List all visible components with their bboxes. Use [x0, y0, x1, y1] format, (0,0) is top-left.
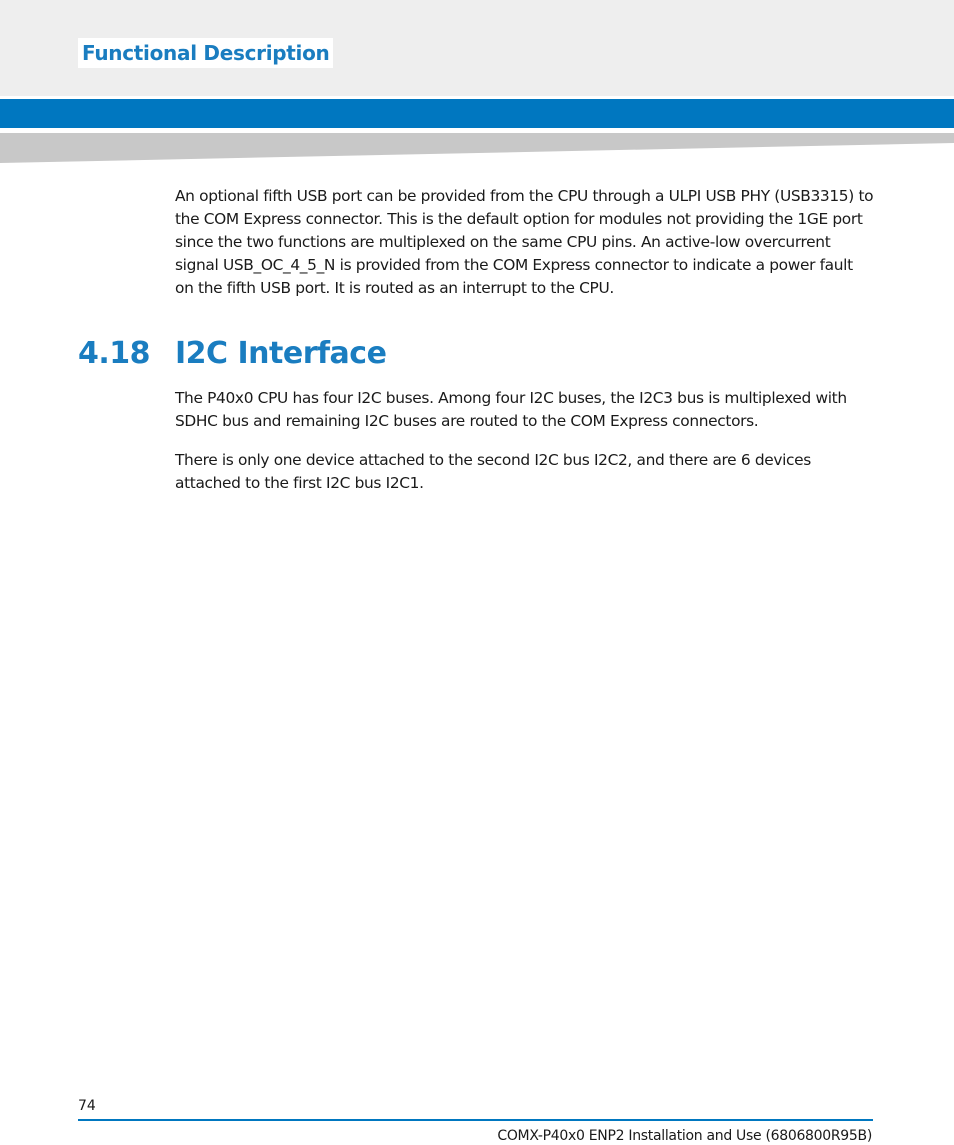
header-dot: [735, 4, 750, 19]
header-dot: [563, 4, 578, 19]
header-dot: [907, 50, 922, 65]
header-dot: [907, 4, 922, 19]
page-number: 74: [78, 1098, 96, 1114]
header-dot: [800, 27, 815, 42]
header-dot: [348, 4, 363, 19]
header-dot: [370, 27, 385, 42]
header-dot: [4, 27, 19, 42]
header-dot: [714, 4, 729, 19]
header-blue-bar: [0, 99, 954, 128]
header-dot: [69, 74, 84, 89]
header-dot: [714, 50, 729, 65]
header-dot: [929, 74, 944, 89]
header-dot: [886, 50, 901, 65]
header-dot: [305, 4, 320, 19]
header-dot: [735, 74, 750, 89]
header-dot: [499, 50, 514, 65]
header-dot: [800, 4, 815, 19]
header-dot: [671, 74, 686, 89]
header-dot: [391, 4, 406, 19]
section-paragraph-2: [175, 449, 875, 495]
header-dot: [929, 50, 944, 65]
header-dot: [133, 4, 148, 19]
header-dot: [606, 74, 621, 89]
intro-paragraph: [175, 185, 875, 300]
header-dot: [542, 74, 557, 89]
header-dot: [606, 50, 621, 65]
header-dot: [47, 4, 62, 19]
header-dot: [864, 50, 879, 65]
header-gray-wedge: [0, 133, 954, 163]
header-dot: [241, 4, 256, 19]
header-dot: [886, 74, 901, 89]
header-dot: [370, 4, 385, 19]
header-dot: [370, 50, 385, 65]
header-dot: [671, 27, 686, 42]
header-dot: [112, 4, 127, 19]
header-dot: [649, 74, 664, 89]
header-dot: [778, 50, 793, 65]
header-dot: [843, 4, 858, 19]
header-dot: [907, 27, 922, 42]
header-dot: [477, 50, 492, 65]
header-dot: [26, 50, 41, 65]
header-dot: [327, 4, 342, 19]
header-dot: [950, 4, 954, 19]
header-dot: [219, 74, 234, 89]
header-dot: [735, 50, 750, 65]
header-dot: [284, 4, 299, 19]
header-dot: [26, 74, 41, 89]
header-dot: [757, 50, 772, 65]
header-dot: [198, 4, 213, 19]
section-heading: [78, 332, 386, 376]
header-dot: [585, 50, 600, 65]
header-dot: [456, 50, 471, 65]
header-dot: [585, 4, 600, 19]
header-dot: [348, 50, 363, 65]
header-dot: [112, 74, 127, 89]
header-dot: [735, 27, 750, 42]
header-dot: [370, 74, 385, 89]
header-dot: [413, 50, 428, 65]
header-dot: [757, 4, 772, 19]
header-dot: [499, 27, 514, 42]
header-dot: [47, 50, 62, 65]
header-dot: [4, 50, 19, 65]
section-paragraph-2-text: There is only one device attached to the second I2C bus I2C2, and there are 6 devices attached to the first I2C bus I2C1.: [175, 451, 811, 492]
header-dot: [155, 74, 170, 89]
header-dot: [327, 74, 342, 89]
header-dot: [456, 4, 471, 19]
header-dot: [778, 4, 793, 19]
header-dot: [413, 74, 428, 89]
running-section-title: Functional Description: [78, 38, 333, 68]
header-dot: [649, 27, 664, 42]
header-dot: [176, 74, 191, 89]
header-dot: [628, 50, 643, 65]
header-dot: [606, 27, 621, 42]
header-dot: [477, 4, 492, 19]
header-dot: [47, 74, 62, 89]
header-dot: [692, 27, 707, 42]
header-dot: [649, 50, 664, 65]
header-dot: [69, 4, 84, 19]
header-dot: [520, 50, 535, 65]
header-dot: [886, 4, 901, 19]
header-dot: [843, 27, 858, 42]
header-dot: [305, 74, 320, 89]
header-dot: [585, 74, 600, 89]
header-dot: [800, 50, 815, 65]
header-dot: [757, 27, 772, 42]
header-dot: [692, 74, 707, 89]
header-dot: [542, 4, 557, 19]
header-dot: [477, 74, 492, 89]
document-title: COMX-P40x0 ENP2 Installation and Use (6806800R95B): [497, 1128, 872, 1144]
header-dot: [886, 27, 901, 42]
header-dot: [4, 74, 19, 89]
header-dot: [198, 74, 213, 89]
header-dot: [219, 4, 234, 19]
header-dot: [628, 27, 643, 42]
header-dot: [26, 27, 41, 42]
header-dot: [4, 4, 19, 19]
header-dot: [413, 4, 428, 19]
section-title: I2C Interface: [175, 336, 387, 371]
header-dot: [348, 27, 363, 42]
header-dot: [821, 4, 836, 19]
header-dot: [585, 27, 600, 42]
header-dot: [155, 4, 170, 19]
header-dot: [929, 27, 944, 42]
header-dot: [391, 50, 406, 65]
header-dot: [714, 74, 729, 89]
intro-paragraph-text: An optional fifth USB port can be provided from the CPU through a ULPI USB PHY (USB3315) to the COM Express connector. This is the default option for modules not providing the 1GE port since the two functions are multiplexed on the same CPU pins. An active-low overcurrent signal USB_OC_4_5_N is provided from the COM Express connector to indicate a power fault on the fifth USB port. It is routed as an interrupt to the CPU.: [175, 187, 874, 297]
header-dot: [434, 4, 449, 19]
header-dot: [262, 4, 277, 19]
header-dot: [348, 74, 363, 89]
header-dot: [456, 74, 471, 89]
header-dot: [391, 74, 406, 89]
footer-rule: [78, 1119, 873, 1121]
header-dot: [241, 74, 256, 89]
header-dot: [563, 50, 578, 65]
header-dot: [628, 74, 643, 89]
header-dot: [434, 50, 449, 65]
header-dot: [628, 4, 643, 19]
header-dot: [757, 74, 772, 89]
header-dot: [284, 74, 299, 89]
header-dot: [843, 50, 858, 65]
header-dot: [542, 27, 557, 42]
header-dot: [671, 50, 686, 65]
header-dot: [843, 74, 858, 89]
header-dot: [821, 27, 836, 42]
header-dot: [520, 27, 535, 42]
header-dot: [499, 74, 514, 89]
header-dot: [692, 4, 707, 19]
header-dot: [671, 4, 686, 19]
header-dot: [950, 74, 954, 89]
header-dot: [714, 27, 729, 42]
header-dot: [864, 4, 879, 19]
header-dot: [778, 27, 793, 42]
header-dot: [563, 74, 578, 89]
header-dot: [90, 74, 105, 89]
header-dot: [864, 27, 879, 42]
header-dot: [262, 74, 277, 89]
section-paragraph-1: [175, 387, 875, 433]
header-dot: [606, 4, 621, 19]
header-dot: [26, 4, 41, 19]
header-dot: [456, 27, 471, 42]
header-dot: [649, 4, 664, 19]
header-dot: [929, 4, 944, 19]
section-number: 4.18: [78, 336, 151, 371]
header-dot: [391, 27, 406, 42]
header-dot: [133, 74, 148, 89]
header-dot: [499, 4, 514, 19]
header-dot: [821, 50, 836, 65]
header-dot: [907, 74, 922, 89]
header-dot: [477, 27, 492, 42]
header-dot: [413, 27, 428, 42]
header-dot: [692, 50, 707, 65]
section-paragraph-1-text: The P40x0 CPU has four I2C buses. Among four I2C buses, the I2C3 bus is multiplexed with SDHC bus and remaining I2C buses are routed to the COM Express connectors.: [175, 389, 847, 430]
header-dot: [950, 27, 954, 42]
header-dot: [563, 27, 578, 42]
header-dot: [950, 50, 954, 65]
header-dot: [864, 74, 879, 89]
header-dot: [176, 4, 191, 19]
header-dot: [778, 74, 793, 89]
header-dot: [434, 27, 449, 42]
header-dot: [47, 27, 62, 42]
header-dot: [800, 74, 815, 89]
header-dot: [520, 4, 535, 19]
header-dot: [434, 74, 449, 89]
header-dot: [90, 4, 105, 19]
header-dot: [520, 74, 535, 89]
header-dot: [821, 74, 836, 89]
header-dot: [542, 50, 557, 65]
